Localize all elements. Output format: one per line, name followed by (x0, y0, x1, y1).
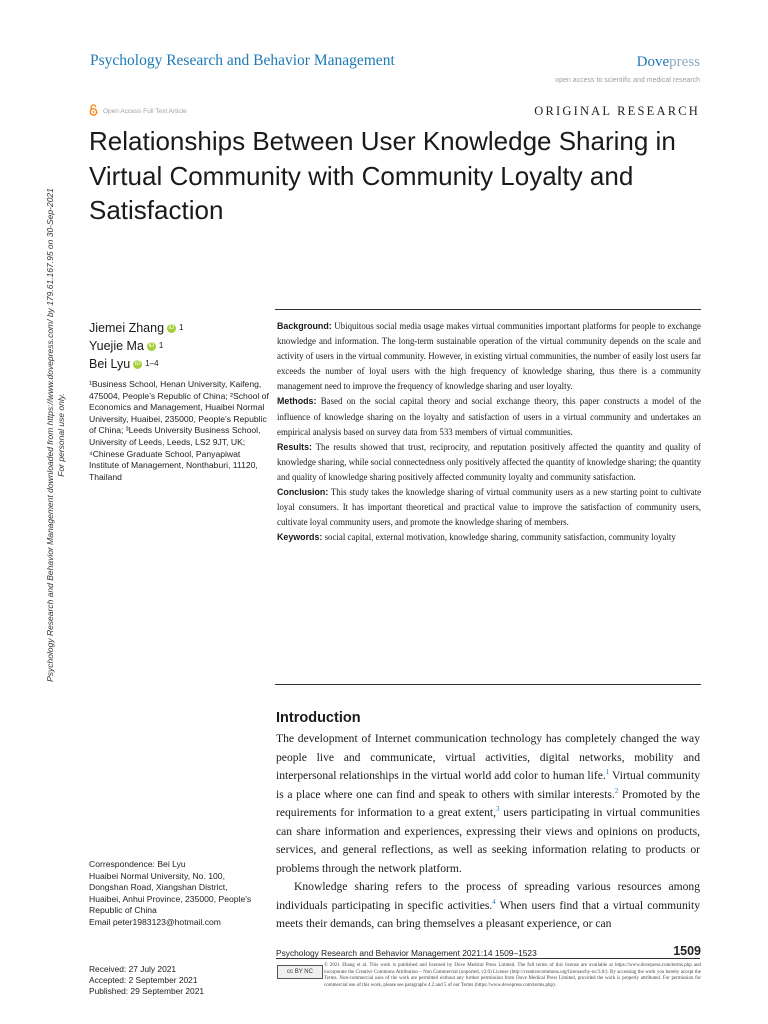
abstract-methods (277, 394, 701, 439)
abstract-text: Based on the social capital theory and social exchange theory, this paper constructs a model of the influence of knowledge sharing on the loyalty and satisfaction of users in a virtual community and undertakes an empirical analysis based on survey data from 533 members of virtual communities. (277, 396, 701, 437)
author-row: Jiemei Zhang iD 1 (89, 321, 184, 335)
abstract-keywords (277, 530, 701, 545)
abstract-label: Methods: (277, 396, 317, 407)
author-row: Bei Lyu iD 1–4 (89, 357, 159, 371)
journal-name: Psychology Research and Behavior Management (90, 52, 395, 69)
correspondence-line: Dongshan Road, Xiangshan District, (89, 882, 228, 893)
author-name[interactable]: Bei Lyu (89, 357, 131, 371)
abstract-text: The results showed that trust, reciprocity, and reputation positively affected the quantity and quality of knowledge sharing, while social connectedness only positively affected the quantity of knowledge sharing; the quantity and quality of knowledge sharing positively affected community loyalty and community satisfaction. (277, 441, 702, 482)
article-type: ORIGINAL RESEARCH (534, 104, 700, 118)
publisher-logo[interactable] (637, 54, 700, 71)
body-text: users participating in virtual communities can share information and experiences, expressing their views and opinions on products, services, and general reflections, as well as seeking information relating to products or problems through the network platform. (276, 806, 700, 875)
publisher-tagline: open access to scientific and medical research (555, 77, 700, 84)
abstract-bottom-rule (275, 684, 701, 685)
correspondence-block (89, 859, 269, 929)
published-date: Published: 29 September 2021 (89, 985, 205, 996)
correspondence-line: Huaibei, Anhui Province, 235000, People's (89, 893, 252, 904)
abstract-text: Ubiquitous social media usage makes virtual communities important platforms for people to exchange knowledge and information. The long-term sustainable operation of the virtual community depends on the scale and activity of users in the virtual community. However, in existing virtual communities, the number of easily lost users far exceeds the number of loyal users with the high frequency of knowledge sharing, thus there is a community management need to improve the frequency of knowledge sharing and user loyalty. (277, 321, 702, 392)
body-text: The development of Internet communication technology has completely changed the way people live and communicate, virtual activities, digital networks, mobility and interpersonal relationships in the virtual world add color to human life. (276, 732, 700, 782)
abstract-results (277, 440, 701, 485)
accepted-date: Accepted: 2 September 2021 (89, 974, 198, 985)
citation-ref[interactable]: 3 (496, 805, 500, 814)
introduction-body (276, 730, 700, 934)
open-access-label: Open Access Full Text Article (103, 107, 187, 115)
side-note-line-1: Psychology Research and Behavior Management downloaded from https://www.dovepress.com/ by 179.61.167.95 on 30-Sep-2021 (45, 188, 55, 682)
author-list (89, 319, 184, 373)
body-text: Promoted by the requirements for information to a great extent, (276, 787, 700, 819)
citation-ref[interactable]: 1 (605, 768, 610, 777)
article-title: Relationships Between User Knowledge Sharing in Virtual Community with Community Loyalty and Satisfaction (89, 126, 676, 225)
correspondence-line: Republic of China (89, 905, 157, 916)
orcid-icon[interactable]: iD (168, 324, 175, 331)
license-text: © 2021 Zhang et al. This work is published and licensed by Dove Medical Press Limited. The full terms of this license are available at https://www.dovepress.com/terms.php and incorporate the Creative Commons Attribution – Non Commercial (unported, v3.0) License (http://creativecommons.org/licenses/by-nc/3.0/). By accessing the work you hereby accept the Terms. Non-commercial uses of the work are permitted without any further permission from Dove Medical Press Limited, provided the work is properly attributed. For permission for commercial use of this work, please see paragraphs 4.2 and 5 of our Terms (https://www.dovepress.com/terms.php). (324, 963, 701, 988)
footer-rule (276, 958, 700, 959)
citation-ref[interactable]: 4 (492, 897, 496, 906)
publisher-logo-main: Dove (636, 54, 670, 70)
introduction-paragraph (276, 878, 700, 934)
body-text: When users find that a virtual community meets their demands, can bring themselves a pleasant experience, or can (276, 898, 701, 930)
page-number: 1509 (673, 944, 701, 958)
section-heading-introduction: Introduction (276, 710, 361, 726)
abstract-text: This study takes the knowledge sharing of virtual community users as a new starting point to cultivate loyal consumers. It has important theoretical and practical value to improve the satisfaction of community users, cultivate loyal community users, and promote the knowledge sharing of members. (277, 487, 702, 528)
author-row: Yuejie Ma iD 1 (89, 339, 164, 353)
correspondence-line: Correspondence: Bei Lyu (89, 859, 186, 869)
author-name[interactable]: Yuejie Ma (89, 339, 144, 353)
abstract-label: Results: (277, 441, 313, 452)
abstract-label: Conclusion: (277, 487, 329, 498)
open-access-icon (89, 104, 98, 118)
publication-dates (89, 964, 204, 996)
download-side-note (22, 150, 90, 720)
side-note-line-2: For personal use only. (56, 393, 66, 477)
received-date: Received: 27 July 2021 (89, 964, 177, 974)
open-access-row (89, 104, 187, 118)
orcid-icon[interactable]: iD (148, 342, 155, 349)
correspondence-email[interactable]: Email peter1983123@hotmail.com (89, 916, 221, 927)
citation-ref[interactable]: 2 (614, 786, 619, 795)
orcid-icon[interactable]: iD (134, 360, 141, 367)
introduction-paragraph (276, 730, 700, 878)
abstract-background (277, 319, 701, 394)
abstract-text: social capital, external motivation, knowledge sharing, community satisfaction, community loyalty (324, 532, 676, 543)
publisher-logo-accent: press (669, 54, 700, 70)
correspondence-line: Huaibei Normal University, No. 100, (89, 870, 225, 881)
abstract-label: Keywords: (277, 532, 323, 543)
abstract-label: Background: (277, 321, 332, 331)
creative-commons-icon[interactable]: cc BY NC (277, 965, 323, 979)
abstract-top-rule (275, 309, 701, 310)
abstract-conclusion (277, 485, 701, 530)
abstract (277, 319, 701, 545)
author-name[interactable]: Jiemei Zhang (89, 321, 165, 335)
body-text: Knowledge sharing refers to the process of spreading various resources among individuals participating in specific activities. (276, 880, 700, 912)
body-text: Virtual community is a place where one can find and speak to others with similar interests. (276, 769, 700, 801)
affiliations: ¹Business School, Henan University, Kaifeng, 475004, People's Republic of China; ²School of Economics and Management, Huaibei Normal University, Huaibei, 235000, People's Republic of China; ³Leeds University Business School, University of Leeds, Leeds, LS2 9JT, UK; ⁴Chinese Graduate School, Panyapiwat Institute of Management, Nonthaburi, 11120, Thailand (89, 379, 269, 482)
footer-citation: Psychology Research and Behavior Management 2021:14 1509–1523 (276, 948, 537, 958)
